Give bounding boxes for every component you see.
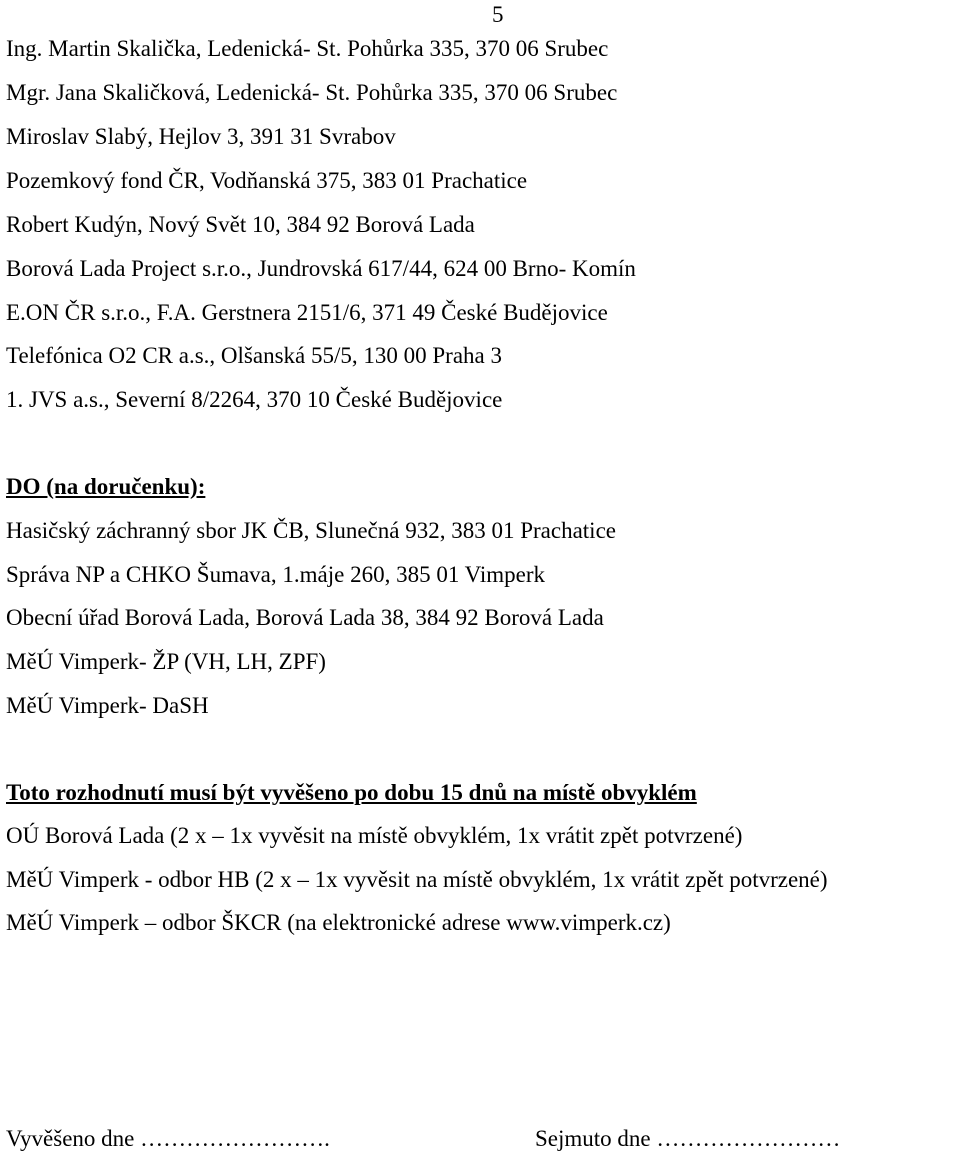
posting-recipient-line: OÚ Borová Lada (2 x – 1x vyvěsit na místě obvyklém, 1x vrátit zpět potvrzené) [6,823,743,848]
posting-recipient-line: MěÚ Vimperk – odbor ŠKCR (na elektronické adrese www.vimperk.cz) [6,910,671,935]
recipient-line: Telefónica O2 CR a.s., Olšanská 55/5, 130 00 Praha 3 [6,343,502,368]
recipient-line: Miroslav Slabý, Hejlov 3, 391 31 Svrabov [6,124,396,149]
do-section-heading: DO (na doručenku): [6,474,206,499]
do-recipient-line: MěÚ Vimperk- DaSH [6,693,209,718]
do-recipient-line: Obecní úřad Borová Lada, Borová Lada 38, 384 92 Borová Lada [6,605,604,630]
do-recipient-line: Správa NP a CHKO Šumava, 1.máje 260, 385 01 Vimperk [6,562,546,587]
recipient-line: Robert Kudýn, Nový Svět 10, 384 92 Borová Lada [6,212,475,237]
recipient-line: E.ON ČR s.r.o., F.A. Gerstnera 2151/6, 371 49 České Budějovice [6,300,608,325]
posting-recipient-line: MěÚ Vimperk - odbor HB (2 x – 1x vyvěsit na místě obvyklém, 1x vrátit zpět potvrzené) [6,867,828,892]
posting-section-heading: Toto rozhodnutí musí být vyvěšeno po dobu 15 dnů na místě obvyklém [6,780,697,805]
posted-date-field: Vyvěšeno dne ……………………. [6,1126,330,1151]
recipient-line: Pozemkový fond ČR, Vodňanská 375, 383 01 Prachatice [6,168,528,193]
recipient-line: Ing. Martin Skalička, Ledenická- St. Pohůrka 335, 370 06 Srubec [6,36,609,61]
do-recipient-line: MěÚ Vimperk- ŽP (VH, LH, ZPF) [6,649,326,674]
removed-date-field: Sejmuto dne …………………… [535,1126,841,1151]
do-recipient-line: Hasičský záchranný sbor JK ČB, Slunečná 932, 383 01 Prachatice [6,518,616,543]
recipient-line: Borová Lada Project s.r.o., Jundrovská 617/44, 624 00 Brno- Komín [6,256,636,281]
page-number: 5 [492,2,504,27]
recipient-line: 1. JVS a.s., Severní 8/2264, 370 10 České Budějovice [6,387,503,412]
recipient-line: Mgr. Jana Skaličková, Ledenická- St. Pohůrka 335, 370 06 Srubec [6,80,618,105]
